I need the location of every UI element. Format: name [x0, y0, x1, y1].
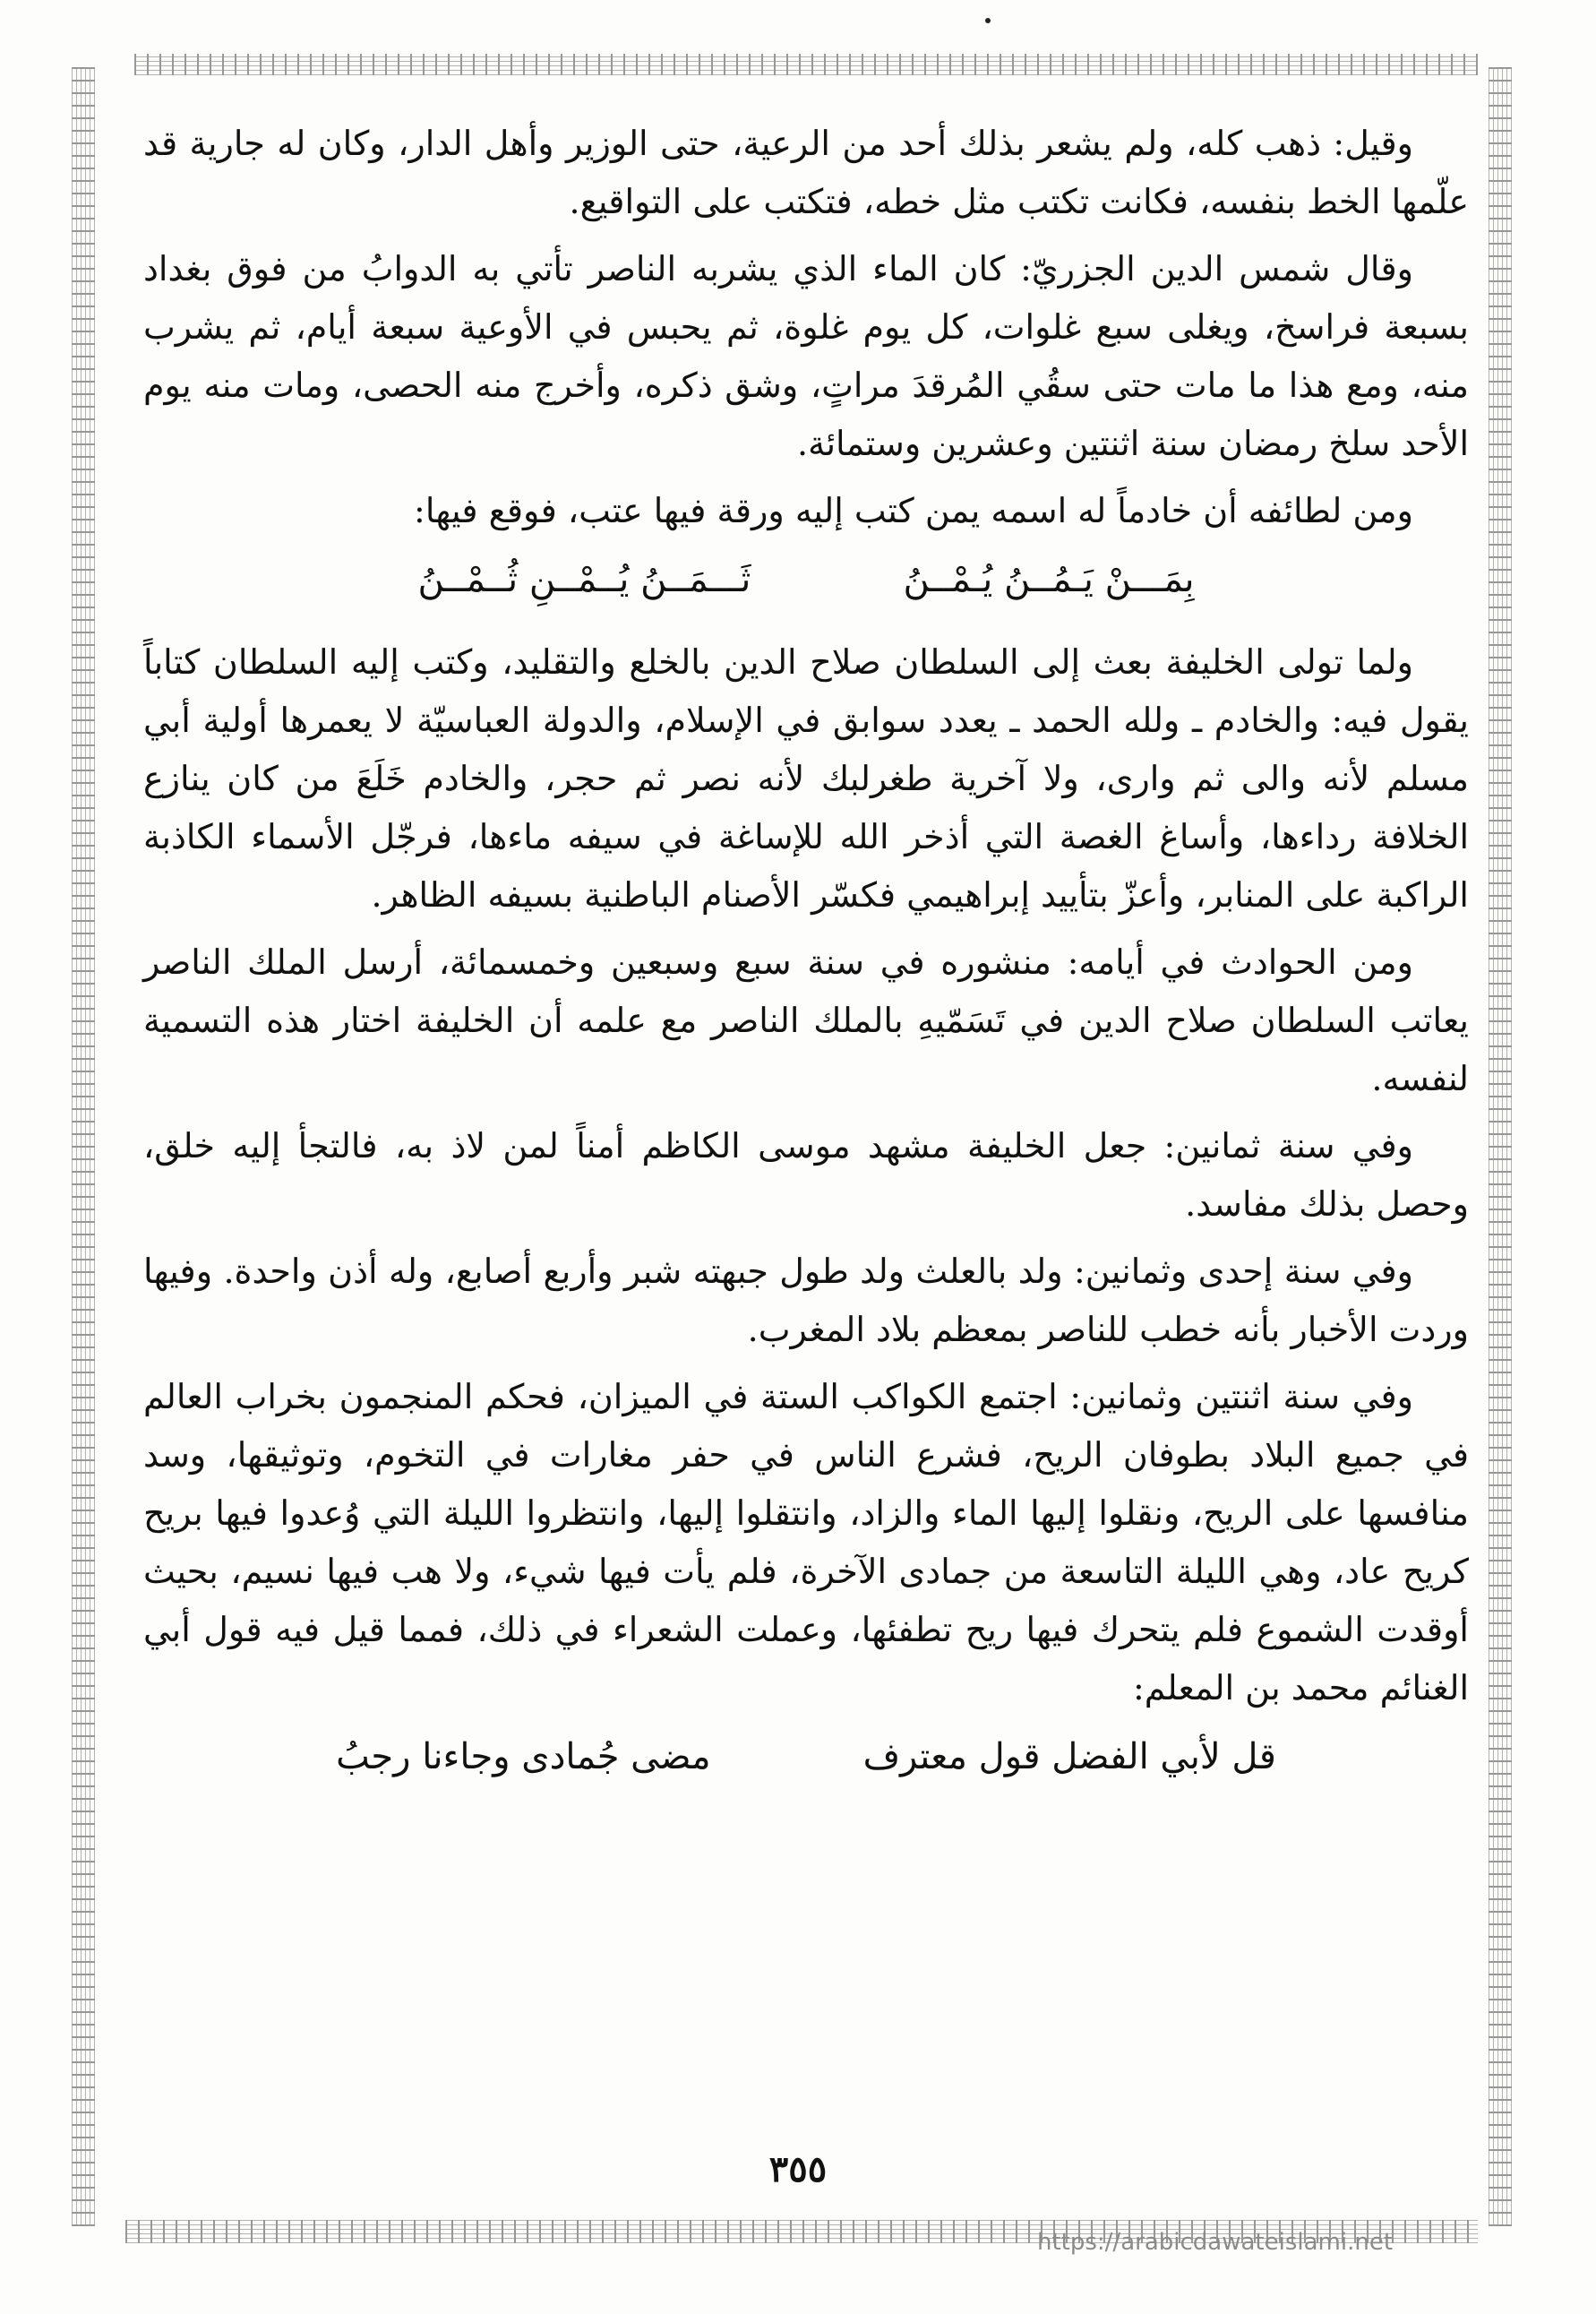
verse-line [143, 1726, 1469, 1787]
verse-hemistich-right: بِمَـــنْ يَـمُــنُ يُـمْــنُ [903, 559, 1195, 600]
verse-line [143, 549, 1469, 610]
body-text [143, 115, 1469, 1811]
paragraph: وقيل: ذهب كله، ولم يشعر بذلك أحد من الرعية، حتى الوزير وأهل الدار، وكان له جارية قد علّمها الخط بنفسه، فكانت تكتب مثل خطه، فتكتب على التواقيع. [143, 124, 1469, 221]
ornamental-border-right [1489, 67, 1512, 2226]
paragraph: وفي سنة اثنتين وثمانين: اجتمع الكواكب الستة في الميزان، فحكم المنجمون بخراب العالم في جميع البلاد بطوفان الريح، فشرع الناس في حفر مغارات في التخوم، وتوثيقها، وسد منافسها على الريح، ونقلوا إليها الماء والزاد، وانتقلوا إليها، وانتظروا الليلة التي وُعدوا فيها بريح كريح عاد، وهي الليلة التاسعة من جمادى الآخرة، فلم يأت فيها شيء، ولا هب فيها نسيم، بحيث أوقدت الشموع فلم يتحرك فيها ريح تطفئها، وعملت الشعراء في ذلك، فمما قيل فيه قول أبي الغنائم محمد بن المعلم: [143, 1377, 1469, 1708]
verse-hemistich-left: ثَـــمَــنُ يُــمْــنِ ثُــمْــنُ [417, 559, 751, 600]
printer-dot [985, 18, 991, 23]
ornamental-border-top [134, 54, 1478, 75]
paragraph: ومن الحوادث في أيامه: منشوره في سنة سبع وسبعين وخمسمائة، أرسل الملك الناصر يعاتب السلطان صلاح الدين في تَسَمّيهِ بالملك الناصر مع علمه أن الخليفة اختار هذه التسمية لنفسه. [143, 942, 1469, 1098]
watermark-url: https://arabicdawateislami.net [1037, 2229, 1394, 2256]
verse-hemistich-right: قل لأبي الفضل قول معترف [862, 1736, 1276, 1777]
verse-hemistich-left: مضى جُمادى وجاءنا رجبُ [336, 1736, 711, 1777]
paragraph: ومن لطائفه أن خادماً له اسمه يمن كتب إليه ورقة فيها عتب، فوقع فيها: [414, 491, 1413, 530]
paragraph: ولما تولى الخليفة بعث إلى السلطان صلاح الدين بالخلع والتقليد، وكتب إليه السلطان كتاباً يقول فيه: والخادم ـ ولله الحمد ـ يعدد سوابق في الإسلام، والدولة العباسيّة لا يعمرها أولية أبي مسلم لأنه والى ثم وارى، ولا آخرية طغرلبك لأنه نصر ثم حجر، والخادم خَلَعَ من كان ينازع الخلافة رداءها، وأساغ الغصة التي أذخر الله للإساغة في سيفه ماءها، فرجّل الأسماء الكاذبة الراكبة على المنابر، وأعزّ بتأييد إبراهيمي فكسّر الأصنام الباطنية بسيفه الظاهر. [143, 642, 1469, 915]
page-number: ٣٥٥ [768, 2148, 828, 2190]
paragraph: وقال شمس الدين الجزريّ: كان الماء الذي يشربه الناصر تأتي به الدوابُ من فوق بغداد بسبعة فراسخ، ويغلى سبع غلوات، كل يوم غلوة، ثم يحبس في الأوعية سبعة أيام، ثم يشرب منه، ومع هذا ما مات حتى سقُي المُرقدَ مراتٍ، وشق ذكره، وأخرج منه الحصى، ومات منه يوم الأحد سلخ رمضان سنة اثنتين وعشرين وستمائة. [143, 249, 1469, 463]
ornamental-border-left [72, 67, 95, 2226]
paragraph: وفي سنة إحدى وثمانين: ولد بالعلث ولد طول جبهته شبر وأربع أصابع، وله أذن واحدة. وفيها وردت الأخبار بأنه خطب للناصر بمعظم بلاد المغرب. [143, 1252, 1469, 1349]
paragraph: وفي سنة ثمانين: جعل الخليفة مشهد موسى الكاظم أمناً لمن لاذ به، فالتجأ إليه خلق، وحصل بذلك مفاسد. [143, 1126, 1469, 1224]
